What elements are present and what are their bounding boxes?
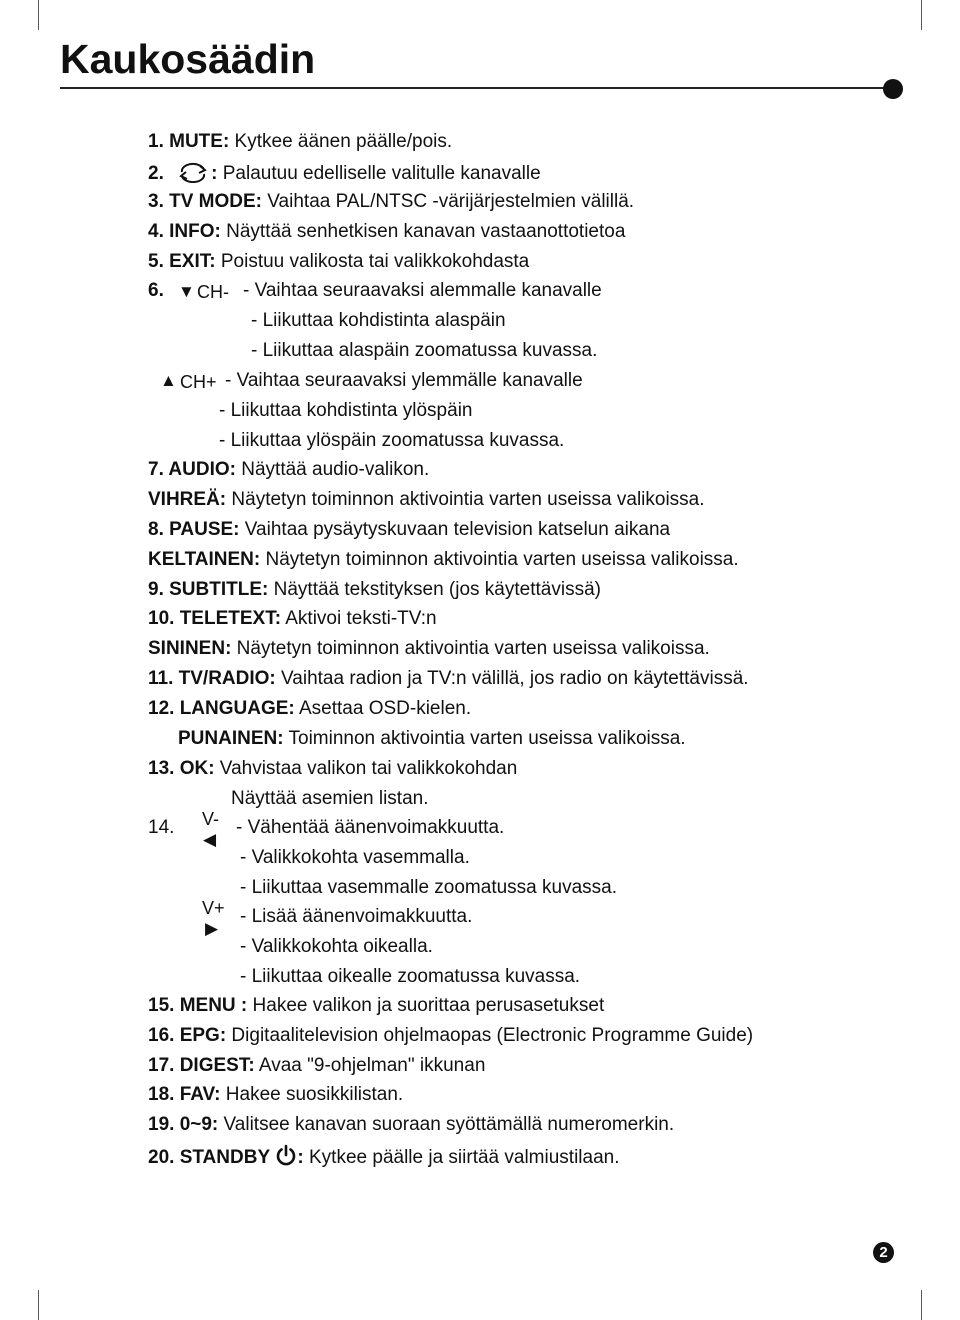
crop-mark-bottom-left xyxy=(38,1290,39,1320)
item-language: 12. LANGUAGE: Asettaa OSD-kielen. xyxy=(148,698,472,719)
item-epg: 16. EPG: Digitaalitelevision ohjelmaopas (Electronic Programme Guide) xyxy=(148,1025,754,1046)
v-plus-line-1: - Lisää äänenvoimakkuutta. xyxy=(240,906,473,927)
item-menu: 15. MENU : Hakee valikon ja suorittaa perusasetukset xyxy=(148,995,605,1016)
ch-minus-line-3: - Liikuttaa alaspäin zoomatussa kuvassa. xyxy=(251,340,598,361)
item-info: 4. INFO: Näyttää senhetkisen kanavan vastaanottotietoa xyxy=(148,221,626,242)
down-triangle-icon: ▼ xyxy=(178,282,195,301)
item-tv-radio: 11. TV/RADIO: Vaihtaa radion ja TV:n välillä, jos radio on käytettävissä. xyxy=(148,668,749,689)
item-audio: 7. AUDIO: Näyttää audio-valikon. xyxy=(148,459,430,480)
item-teletext: 10. TELETEXT: Aktivoi teksti-TV:n xyxy=(148,608,437,629)
item-yellow: KELTAINEN: Näytetyn toiminnon aktivointia varten useissa valikoissa. xyxy=(148,549,739,570)
item-green: VIHREÄ: Näytetyn toiminnon aktivointia varten useissa valikoissa. xyxy=(148,489,705,510)
ch-plus-line-1: - Vaihtaa seuraavaksi ylemmälle kanavalle xyxy=(225,370,583,391)
item-blue: SININEN: Näytetyn toiminnon aktivointia varten useissa valikoissa. xyxy=(148,638,710,659)
item-digest: 17. DIGEST: Avaa "9-ohjelman" ikkunan xyxy=(148,1055,486,1076)
item-subtitle: 9. SUBTITLE: Näyttää tekstityksen (jos käytettävissä) xyxy=(148,579,601,600)
page-title: Kaukosäädin xyxy=(60,36,316,82)
v-minus-line-1: - Vähentää äänenvoimakkuutta. xyxy=(236,817,505,838)
item-standby: 20. STANDBY : Kytkee päälle ja siirtää valmiustilaan. xyxy=(148,1144,620,1169)
right-triangle-icon: ▶ xyxy=(205,919,219,938)
item-ok: 13. OK: Vahvistaa valikon tai valikkokohdan xyxy=(148,758,518,779)
key-ch-plus: CH+ xyxy=(180,372,217,392)
item-exit: 5. EXIT: Poistuu valikosta tai valikkokohdasta xyxy=(148,251,530,272)
key-ch-minus: CH- xyxy=(197,282,229,302)
v-minus-line-3: - Liikuttaa vasemmalle zoomatussa kuvassa. xyxy=(240,877,617,898)
crop-mark-bottom-right xyxy=(921,1290,922,1320)
item-ok-line-2: Näyttää asemien listan. xyxy=(231,788,429,809)
item-red: PUNAINEN: Toiminnon aktivointia varten useissa valikoissa. xyxy=(178,728,686,749)
v-minus-line-2: - Valikkokohta vasemmalla. xyxy=(240,847,470,868)
item-return: 2. : Palautuu edelliselle valitulle kanavalle xyxy=(148,163,541,184)
ch-minus-line-1: - Vaihtaa seuraavaksi alemmalle kanavalle xyxy=(243,280,602,301)
page-number-badge: 2 xyxy=(873,1242,894,1263)
key-v-minus: V- xyxy=(202,809,220,829)
ch-minus-line-2: - Liikuttaa kohdistinta alaspäin xyxy=(251,310,506,331)
item-volume-number: 14. xyxy=(148,817,175,838)
title-rule xyxy=(60,87,888,89)
power-icon xyxy=(275,1144,297,1166)
crop-mark-top-left xyxy=(38,0,39,30)
item-tv-mode: 3. TV MODE: Vaihtaa PAL/NTSC -värijärjestelmien välillä. xyxy=(148,191,635,212)
item-ch-number: 6. xyxy=(148,280,164,301)
up-triangle-icon: ▲ xyxy=(160,371,177,390)
item-digits: 19. 0~9: Valitsee kanavan suoraan syöttämällä numeromerkin. xyxy=(148,1114,675,1135)
item-mute: 1. MUTE: Kytkee äänen päälle/pois. xyxy=(148,131,453,152)
title-rule-dot xyxy=(883,79,903,99)
v-plus-line-3: - Liikuttaa oikealle zoomatussa kuvassa. xyxy=(240,966,581,987)
v-plus-line-2: - Valikkokohta oikealla. xyxy=(240,936,433,957)
return-arrows-icon xyxy=(175,161,211,183)
crop-mark-top-right xyxy=(921,0,922,30)
ch-plus-line-2: - Liikuttaa kohdistinta ylöspäin xyxy=(219,400,473,421)
ch-plus-line-3: - Liikuttaa ylöspäin zoomatussa kuvassa. xyxy=(219,430,565,451)
item-fav: 18. FAV: Hakee suosikkilistan. xyxy=(148,1084,404,1105)
left-triangle-icon: ◀ xyxy=(203,830,217,849)
item-pause: 8. PAUSE: Vaihtaa pysäytyskuvaan television katselun aikana xyxy=(148,519,671,540)
key-v-plus: V+ xyxy=(202,898,225,918)
